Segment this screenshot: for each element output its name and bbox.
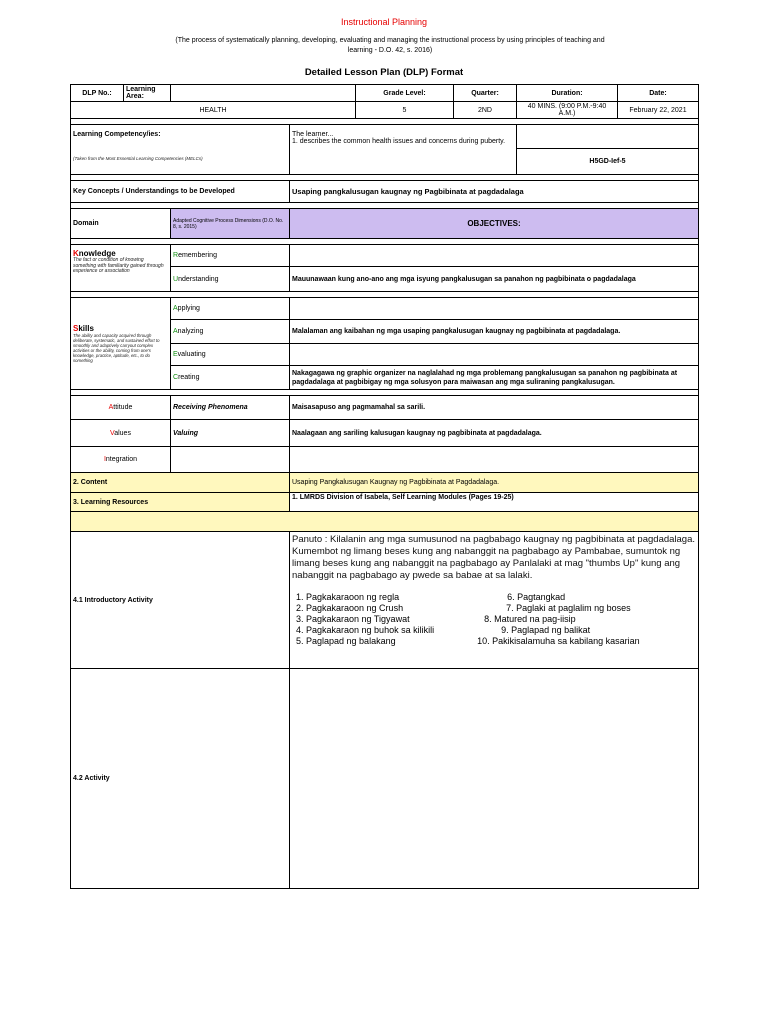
- domain-label: Domain: [71, 209, 171, 239]
- learning-area-label: Learning Area:: [124, 85, 171, 102]
- skills-initial: S: [73, 324, 79, 333]
- procedures-bar: [71, 512, 699, 532]
- analyzing-rest: nalyzing: [177, 328, 204, 335]
- knowledge-initial: K: [73, 249, 79, 258]
- attitude-sub: Receiving Phenomena: [171, 396, 290, 420]
- evaluating-initial: E: [173, 351, 178, 358]
- list-item: 2. Pagkakaraoon ng Crush: [296, 603, 404, 613]
- dlp-table: [70, 84, 699, 889]
- list-item: 7. Paglaki at paglalim ng boses: [506, 603, 631, 613]
- key-concepts-value: Usaping pangkalusugan kaugnay ng Pagbibinata at pagdadalaga: [290, 181, 699, 203]
- skills-rest: kills: [78, 324, 94, 333]
- remembering-cell: [171, 245, 290, 267]
- competency-cell: [71, 125, 290, 175]
- adapted-dimensions: Adapted Cognitive Process Dimensions (D.O. No. 8, s. 2015): [171, 209, 290, 239]
- competency-item: 1. describes the common health issues and concerns during puberty.: [292, 138, 506, 145]
- intro-lists: [292, 592, 696, 647]
- applying-rest: pplying: [177, 305, 200, 312]
- creating-objective: Nakagagawa ng graphic organizer na naglalahad ng mga problemang pangkalusugan sa panahon ng pagbibinata at pagdadalaga at pagbibigay ng mga solusyon para maiwasan ang mga suliraning pangkalusugan.: [290, 366, 699, 390]
- understanding-objective: Mauunawaan kung ano-ano ang mga isyung pangkalusugan sa panahon ng pagbibinata o pagdadalaga: [290, 267, 699, 292]
- applying-cell: [171, 298, 290, 320]
- knowledge-desc: The fact or condition of knowing something with familiarity gained through experience or association: [73, 257, 164, 274]
- content-label: 2. Content: [71, 473, 290, 493]
- attitude-initial: A: [108, 404, 114, 411]
- activity-content: [290, 669, 699, 889]
- evaluating-objective: [290, 344, 699, 366]
- integration-initial: I: [103, 456, 106, 463]
- resources-label: 3. Learning Resources: [71, 493, 290, 512]
- dlp-no-label: DLP No.:: [71, 85, 124, 102]
- document-subtitle: (The process of systematically planning, developing, evaluating and managing the instructional process by using principles of teaching and learning - D.O. 42, s. 2016): [175, 37, 605, 54]
- remembering-rest: emembering: [178, 252, 217, 259]
- grade-level-label: Grade Level:: [356, 85, 454, 102]
- values-objective: Naalagaan ang sariling kalusugan kaugnay ng pagbibinata at pagdadalaga.: [290, 420, 699, 447]
- intro-label: 4.1 Introductory Activity: [71, 532, 290, 669]
- learning-area-value: HEALTH: [71, 102, 356, 119]
- attitude-rest: ttitude: [113, 404, 133, 411]
- list-item: 6. Pagtangkad: [507, 592, 566, 602]
- remembering-objective: [290, 245, 699, 267]
- creating-rest: reating: [178, 374, 200, 381]
- list-item: 8. Matured na pag-iisip: [484, 614, 576, 624]
- evaluating-cell: [171, 344, 290, 366]
- analyzing-initial: A: [173, 328, 178, 335]
- competency-learner: The learner...: [292, 131, 334, 138]
- list-item: 4. Pagkakaraon ng buhok sa kilikili: [296, 625, 435, 635]
- creating-initial: C: [173, 374, 179, 381]
- competency-label: Learning Competency/ies:: [73, 131, 161, 138]
- document-title: Instructional Planning: [340, 17, 428, 27]
- duration-value: 40 MINS. (9:00 P.M.-9:40 A.M.): [517, 102, 618, 119]
- understanding-cell: [171, 267, 290, 292]
- skills-heading: [73, 324, 168, 333]
- quarter-value: 2ND: [454, 102, 517, 119]
- duration-label: Duration:: [517, 85, 618, 102]
- analyzing-cell: [171, 320, 290, 344]
- knowledge-cell: [71, 245, 171, 292]
- integration-rest: ntegration: [105, 456, 138, 463]
- intro-right-list: [477, 592, 696, 647]
- activity-label: 4.2 Activity: [71, 669, 290, 889]
- remembering-initial: R: [173, 252, 179, 259]
- creating-cell: [171, 366, 290, 390]
- competency-note: (Taken from the Most Essential Learning Competencies (MELCs): [73, 156, 203, 161]
- content-value: Usaping Pangkalusugan Kaugnay ng Pagbibinata at Pagdadalaga.: [290, 473, 699, 493]
- values-initial: V: [110, 429, 115, 437]
- understanding-rest: nderstanding: [178, 275, 219, 283]
- skills-cell: [71, 298, 171, 390]
- competency-code: H5GD-Ief-5: [517, 149, 699, 175]
- understanding-initial: U: [173, 275, 179, 283]
- resources-value: 1. LMRDS Division of Isabela, Self Learning Modules (Pages 19-25): [290, 493, 699, 512]
- attitude-objective: Maisasapuso ang pagmamahal sa sarili.: [290, 396, 699, 420]
- intro-left-list: [292, 592, 477, 647]
- values-cell: [71, 420, 171, 447]
- list-item: 9. Paglapad ng balikat: [501, 625, 591, 635]
- date-value: February 22, 2021: [618, 102, 699, 119]
- integration-objective: [290, 447, 699, 473]
- intro-panuto: Panuto : Kilalanin ang mga sumusunod na pagbabago kaugnay ng pagbibinata at pagdadalaga. Kumembot ng limang beses kung ang nabanggit na pagbabago ay Pambabae, sumuntok ng limang beses kung ang nabanggit na pagbabago ay Panlalaki at mag "thumbs Up" kung ang nabanggit na pagbabago ay pwede sa babae at sa lalaki.: [292, 534, 696, 581]
- attitude-cell: [71, 396, 171, 420]
- format-title: Detailed Lesson Plan (DLP) Format: [304, 67, 464, 78]
- list-item: 10. Pakikisalamuha sa kabilang kasarian: [477, 636, 640, 646]
- date-label: Date:: [618, 85, 699, 102]
- objectives-header: OBJECTIVES:: [290, 209, 699, 239]
- analyzing-objective: Malalaman ang kaibahan ng mga usaping pangkalusugan kaugnay ng pagbibinata at pagdadalaga.: [290, 320, 699, 344]
- skills-desc: The ability and capacity acquired through deliberate, systematic, and sustained effort to smoothly and adaptively carryout complex activities or the ability, coming from one's knowledge, practice, aptitude, etc., to do something: [73, 333, 160, 363]
- intro-content: [290, 532, 699, 669]
- integration-cell: [71, 447, 171, 473]
- evaluating-rest: valuating: [177, 351, 206, 358]
- integration-sub: [171, 447, 290, 473]
- competency-text-cell: [290, 125, 517, 175]
- applying-objective: [290, 298, 699, 320]
- values-rest: alues: [114, 429, 131, 437]
- quarter-label: Quarter:: [454, 85, 517, 102]
- list-item: 3. Pagkakaraon ng Tigyawat: [296, 614, 410, 624]
- values-sub: Valuing: [171, 420, 290, 447]
- knowledge-rest: nowledge: [78, 249, 116, 258]
- key-concepts-label: Key Concepts / Understandings to be Developed: [71, 181, 290, 203]
- list-item: 1. Pagkakaraoon ng regla: [296, 592, 400, 602]
- grade-level-value: 5: [356, 102, 454, 119]
- dlp-no-blank: [171, 85, 356, 102]
- applying-initial: A: [173, 305, 178, 312]
- competency-code-blank: [517, 125, 699, 149]
- list-item: 5. Paglapad ng balakang: [296, 636, 396, 646]
